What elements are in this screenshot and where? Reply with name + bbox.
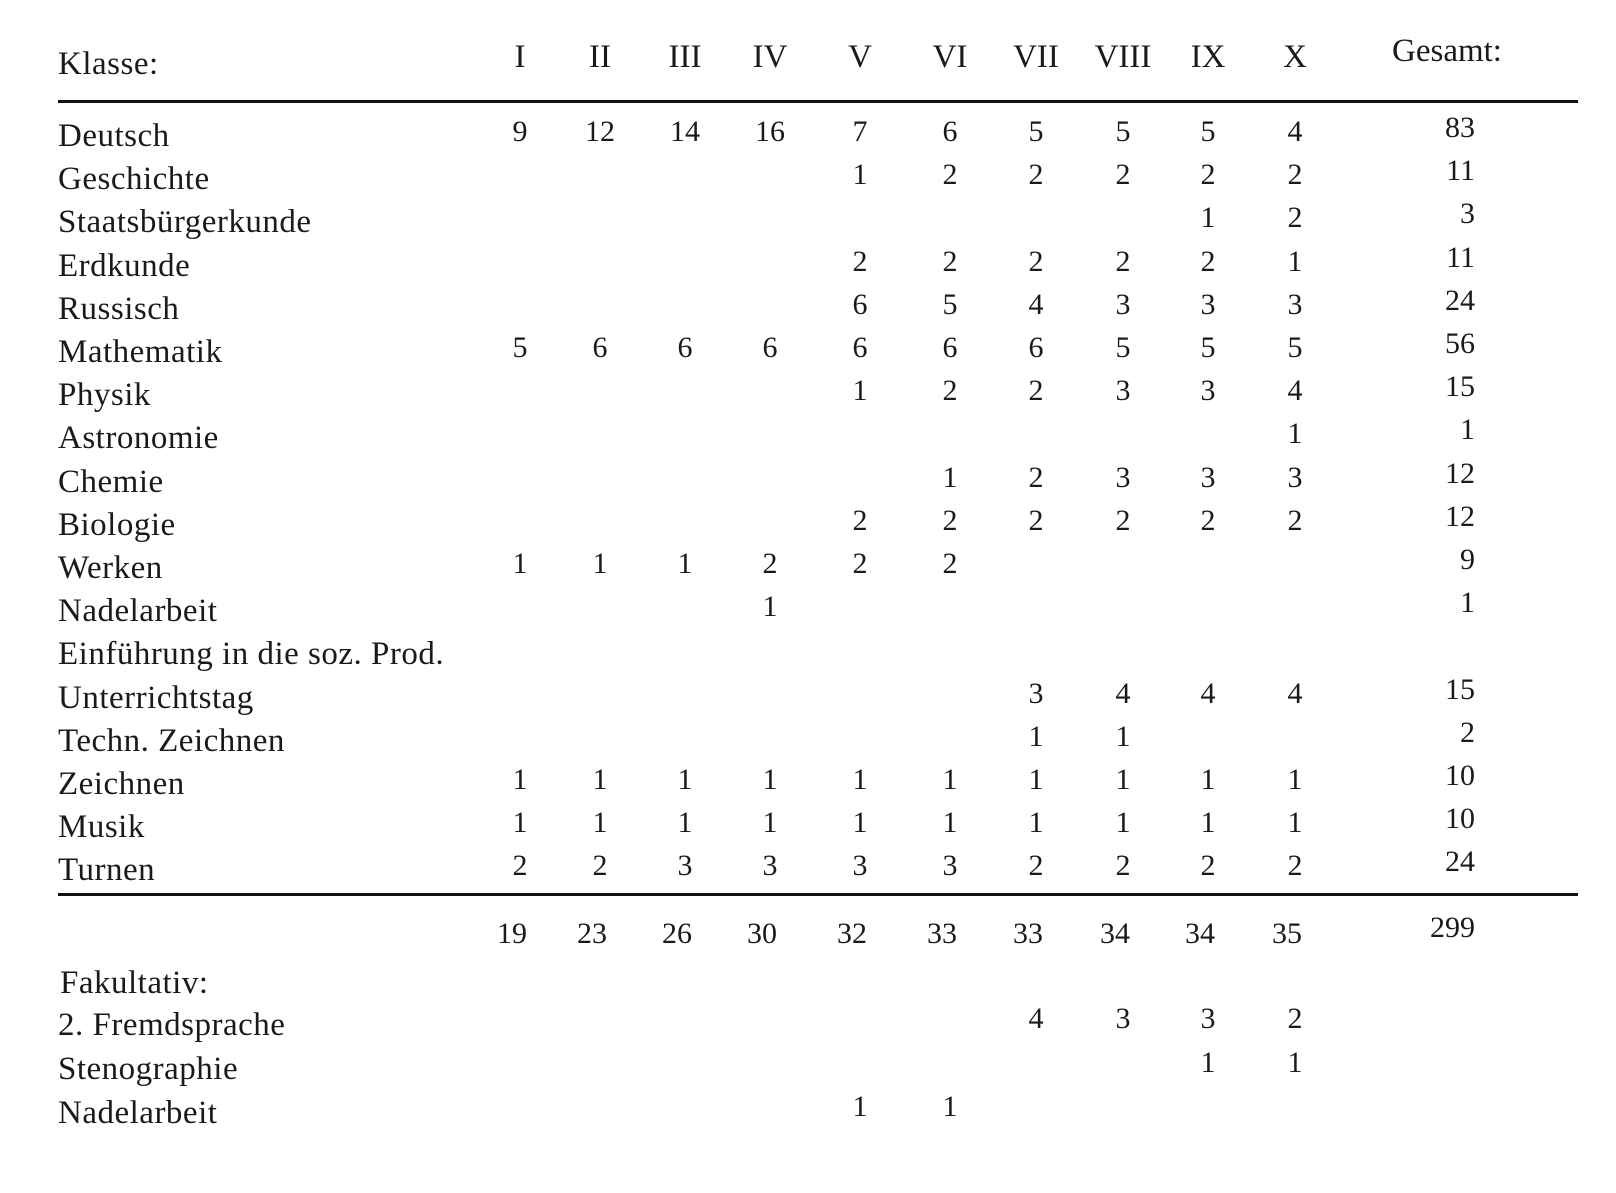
optional-row-value: 1: [942, 1090, 958, 1123]
row-label: Russisch: [58, 291, 180, 327]
row-value: 1: [1115, 720, 1131, 753]
row-value: 3: [942, 849, 958, 882]
row-value: 2: [1200, 849, 1216, 882]
row-value: 2: [1028, 504, 1044, 537]
row-value: 6: [592, 331, 608, 364]
row-label: Biologie: [58, 507, 176, 543]
optional-row-value: 4: [1028, 1002, 1044, 1035]
row-value: 2: [1028, 158, 1044, 191]
header-class-viii: VIII: [1094, 39, 1152, 75]
row-value: 1: [592, 806, 608, 839]
row-label: Einführung in die soz. Prod.: [58, 636, 445, 672]
row-value: 6: [1028, 331, 1044, 364]
row-total: 9: [1460, 543, 1475, 576]
header-class-vii: VII: [1013, 39, 1059, 75]
row-value: 1: [852, 158, 868, 191]
sum-value: 23: [577, 917, 607, 950]
row-value: 6: [942, 115, 958, 148]
row-value: 6: [942, 331, 958, 364]
row-value: 1: [512, 763, 528, 796]
optional-row-value: 1: [852, 1090, 868, 1123]
row-label: Unterrichtstag: [58, 680, 254, 716]
row-label: Techn. Zeichnen: [58, 723, 285, 759]
header-class-vi: VI: [932, 39, 968, 75]
header-class-i: I: [514, 39, 526, 75]
row-total: 11: [1446, 154, 1475, 187]
row-label: Astronomie: [58, 420, 219, 456]
row-label: Turnen: [58, 852, 156, 888]
header-class-iv: IV: [752, 39, 788, 75]
row-value: 1: [1200, 806, 1216, 839]
row-label: Nadelarbeit: [58, 593, 218, 629]
row-value: 4: [1287, 677, 1303, 710]
row-value: 1: [1200, 763, 1216, 796]
row-label: Zeichnen: [58, 766, 185, 802]
sum-value: 35: [1272, 917, 1302, 950]
row-value: 3: [762, 849, 778, 882]
row-value: 2: [942, 374, 958, 407]
row-total: 15: [1445, 370, 1475, 403]
row-value: 6: [762, 331, 778, 364]
header-class-v: V: [848, 39, 872, 75]
row-value: 1: [762, 806, 778, 839]
sum-value: 30: [747, 917, 777, 950]
header-class-ii: II: [589, 39, 611, 75]
row-value: 2: [1115, 245, 1131, 278]
row-value: 2: [1200, 245, 1216, 278]
sum-value: 34: [1100, 917, 1130, 950]
row-value: 6: [852, 288, 868, 321]
row-value: 5: [942, 288, 958, 321]
sum-value: 26: [662, 917, 692, 950]
row-label: Musik: [58, 809, 145, 845]
sum-value: 32: [837, 917, 867, 950]
row-value: 5: [1200, 331, 1216, 364]
optional-row-label: Nadelarbeit: [58, 1095, 218, 1131]
row-value: 6: [852, 331, 868, 364]
sum-rule: [58, 893, 1578, 896]
row-value: 3: [1287, 461, 1303, 494]
row-value: 4: [1287, 115, 1303, 148]
row-value: 9: [512, 115, 528, 148]
optional-row-value: 1: [1287, 1046, 1303, 1079]
row-value: 1: [1200, 201, 1216, 234]
row-value: 2: [1287, 158, 1303, 191]
row-value: 1: [592, 763, 608, 796]
row-total: 10: [1445, 759, 1475, 792]
row-value: 2: [852, 504, 868, 537]
row-value: 3: [1115, 374, 1131, 407]
row-value: 1: [942, 806, 958, 839]
row-total: 15: [1445, 673, 1475, 706]
row-value: 2: [1028, 461, 1044, 494]
row-value: 2: [1287, 849, 1303, 882]
row-value: 3: [1200, 461, 1216, 494]
row-value: 1: [677, 547, 693, 580]
sum-value: 33: [1013, 917, 1043, 950]
row-value: 5: [1115, 115, 1131, 148]
row-value: 5: [1028, 115, 1044, 148]
row-value: 2: [942, 158, 958, 191]
row-label: Physik: [58, 377, 151, 413]
sum-value: 19: [497, 917, 527, 950]
header-class-ix: IX: [1190, 39, 1226, 75]
row-value: 4: [1200, 677, 1216, 710]
row-value: 3: [852, 849, 868, 882]
row-value: 2: [852, 547, 868, 580]
row-value: 1: [1287, 417, 1303, 450]
row-value: 1: [592, 547, 608, 580]
row-value: 3: [1200, 288, 1216, 321]
optional-row-label: Stenographie: [58, 1051, 239, 1087]
row-value: 2: [1287, 201, 1303, 234]
row-total: 56: [1445, 327, 1475, 360]
row-value: 3: [1287, 288, 1303, 321]
row-total: 10: [1445, 802, 1475, 835]
optional-row-label: 2. Fremdsprache: [58, 1007, 286, 1043]
row-value: 14: [670, 115, 700, 148]
row-total: 2: [1460, 716, 1475, 749]
row-value: 1: [852, 374, 868, 407]
row-value: 5: [512, 331, 528, 364]
row-value: 1: [1287, 763, 1303, 796]
row-value: 1: [677, 763, 693, 796]
optional-title: Fakultativ:: [60, 965, 209, 1001]
row-value: 2: [852, 245, 868, 278]
row-value: 1: [852, 806, 868, 839]
row-value: 1: [512, 547, 528, 580]
row-value: 3: [1028, 677, 1044, 710]
row-value: 2: [512, 849, 528, 882]
row-value: 2: [942, 547, 958, 580]
row-value: 2: [942, 504, 958, 537]
row-value: 5: [1287, 331, 1303, 364]
row-value: 3: [1200, 374, 1216, 407]
optional-row-value: 1: [1200, 1046, 1216, 1079]
row-value: 2: [1115, 849, 1131, 882]
row-total: 24: [1445, 845, 1475, 878]
row-value: 2: [1115, 504, 1131, 537]
row-value: 5: [1200, 115, 1216, 148]
row-value: 12: [585, 115, 615, 148]
row-total: 11: [1446, 241, 1475, 274]
header-class-iii: III: [668, 39, 702, 75]
row-value: 3: [677, 849, 693, 882]
row-value: 4: [1028, 288, 1044, 321]
row-value: 2: [592, 849, 608, 882]
row-value: 1: [1115, 806, 1131, 839]
sum-total: 299: [1430, 911, 1475, 944]
row-label: Geschichte: [58, 161, 210, 197]
row-value: 3: [1115, 288, 1131, 321]
row-value: 2: [762, 547, 778, 580]
row-total: 1: [1460, 413, 1475, 446]
sum-value: 34: [1185, 917, 1215, 950]
optional-row-value: 3: [1115, 1002, 1131, 1035]
row-value: 1: [942, 763, 958, 796]
row-value: 1: [512, 806, 528, 839]
row-total: 3: [1460, 197, 1475, 230]
row-value: 1: [762, 763, 778, 796]
row-total: 1: [1460, 586, 1475, 619]
row-value: 2: [942, 245, 958, 278]
optional-row-value: 3: [1200, 1002, 1216, 1035]
row-value: 1: [677, 806, 693, 839]
sum-value: 33: [927, 917, 957, 950]
header-class-label: Klasse:: [58, 46, 159, 82]
row-label: Mathematik: [58, 334, 223, 370]
row-total: 24: [1445, 284, 1475, 317]
row-value: 2: [1200, 158, 1216, 191]
row-value: 2: [1028, 849, 1044, 882]
row-total: 83: [1445, 111, 1475, 144]
row-value: 4: [1115, 677, 1131, 710]
row-value: 1: [1028, 763, 1044, 796]
row-total: 12: [1445, 457, 1475, 490]
header-class-x: X: [1283, 39, 1307, 75]
header-total-label: Gesamt:: [1392, 33, 1502, 69]
row-value: 2: [1028, 374, 1044, 407]
row-value: 1: [762, 590, 778, 623]
row-value: 1: [1115, 763, 1131, 796]
row-label: Erdkunde: [58, 248, 191, 284]
row-label: Chemie: [58, 464, 164, 500]
row-label: Deutsch: [58, 118, 170, 154]
row-value: 5: [1115, 331, 1131, 364]
row-value: 1: [1287, 245, 1303, 278]
row-value: 1: [852, 763, 868, 796]
row-value: 2: [1115, 158, 1131, 191]
row-value: 2: [1028, 245, 1044, 278]
top-rule: [58, 100, 1578, 103]
row-value: 1: [1287, 806, 1303, 839]
row-total: 12: [1445, 500, 1475, 533]
row-value: 4: [1287, 374, 1303, 407]
row-value: 1: [942, 461, 958, 494]
row-value: 2: [1200, 504, 1216, 537]
row-label: Werken: [58, 550, 163, 586]
row-value: 6: [677, 331, 693, 364]
row-value: 7: [852, 115, 868, 148]
row-value: 2: [1287, 504, 1303, 537]
optional-row-value: 2: [1287, 1002, 1303, 1035]
row-value: 1: [1028, 806, 1044, 839]
row-value: 16: [755, 115, 785, 148]
row-value: 3: [1115, 461, 1131, 494]
row-label: Staatsbürgerkunde: [58, 204, 312, 240]
row-value: 1: [1028, 720, 1044, 753]
